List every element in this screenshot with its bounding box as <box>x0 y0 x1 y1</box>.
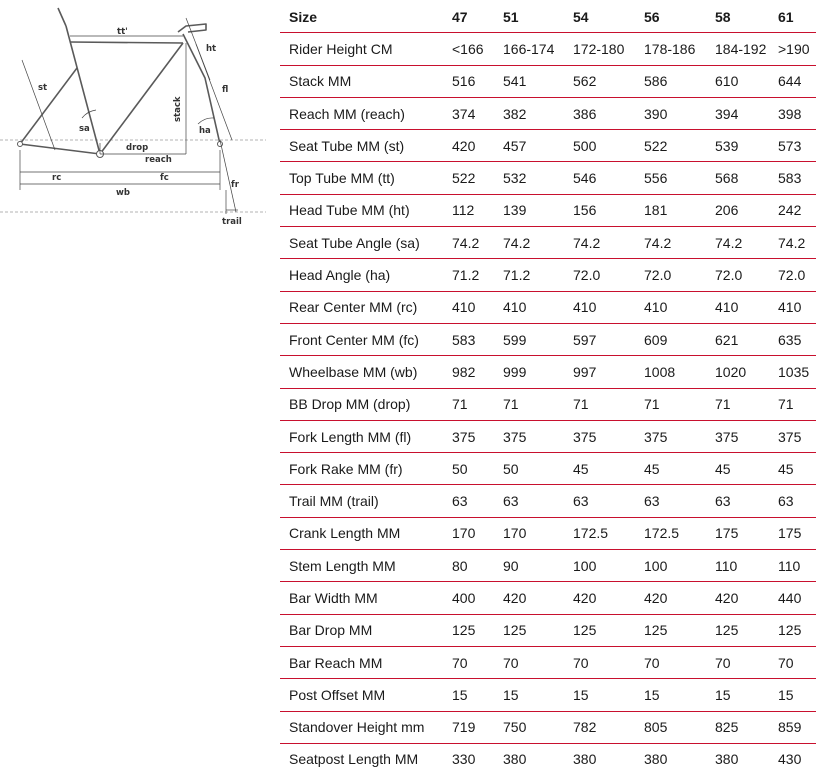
row-label: Seat Tube Angle (sa) <box>280 227 443 259</box>
diagram-label-reach: reach <box>145 155 172 165</box>
row-label: Front Center MM (fc) <box>280 323 443 355</box>
table-cell: 71 <box>769 388 816 420</box>
table-cell: 110 <box>706 550 769 582</box>
table-cell: 805 <box>635 711 706 743</box>
table-cell: 63 <box>564 485 635 517</box>
row-label: Seatpost Length MM <box>289 751 419 768</box>
table-row <box>280 453 816 485</box>
table-cell: 90 <box>494 550 564 582</box>
table-cell: 380 <box>715 751 739 768</box>
table-cell: 71 <box>706 388 769 420</box>
table-cell: 398 <box>769 97 816 129</box>
row-label: Rider Height CM <box>280 33 443 65</box>
row-label: Wheelbase MM (wb) <box>280 356 443 388</box>
header-size-61: 61 <box>769 1 816 33</box>
table-cell: 45 <box>706 453 769 485</box>
row-label: Fork Length MM (fl) <box>280 420 443 452</box>
table-cell: 175 <box>706 517 769 549</box>
table-cell: 63 <box>706 485 769 517</box>
table-cell: 380 <box>573 751 597 768</box>
header-size-51: 51 <box>494 1 564 33</box>
table-cell: 375 <box>494 420 564 452</box>
table-cell: 410 <box>494 291 564 323</box>
diagram-label-tt: tt' <box>117 27 128 37</box>
table-row <box>280 679 816 711</box>
table-cell: 420 <box>706 582 769 614</box>
diagram-label-fr: fr <box>231 180 239 190</box>
table-cell: 63 <box>494 485 564 517</box>
table-cell: 166-174 <box>494 33 564 65</box>
table-cell: 125 <box>635 614 706 646</box>
diagram-label-fc: fc <box>160 173 169 183</box>
table-cell: 539 <box>706 130 769 162</box>
row-label: Reach MM (reach) <box>280 97 443 129</box>
table-cell: 156 <box>564 194 635 226</box>
table-cell: 15 <box>635 679 706 711</box>
table-cell: 170 <box>494 517 564 549</box>
table-row <box>280 33 816 65</box>
row-label: Standover Height mm <box>280 711 443 743</box>
table-cell: 382 <box>494 97 564 129</box>
table-cell: 15 <box>564 679 635 711</box>
table-cell: 80 <box>443 550 494 582</box>
header-size-47: 47 <box>443 1 494 33</box>
table-cell: 50 <box>443 453 494 485</box>
table-cell: 175 <box>769 517 816 549</box>
table-cell: 63 <box>443 485 494 517</box>
table-cell: 242 <box>769 194 816 226</box>
table-row <box>280 711 816 743</box>
table-cell: 125 <box>443 614 494 646</box>
diagram-label-rc: rc <box>52 173 62 183</box>
header-size-54: 54 <box>564 1 635 33</box>
table-cell: 63 <box>769 485 816 517</box>
table-cell: 74.2 <box>443 227 494 259</box>
table-cell: 330 <box>452 751 476 768</box>
table-cell: 71.2 <box>494 259 564 291</box>
table-cell: 74.2 <box>494 227 564 259</box>
row-label: Stack MM <box>280 65 443 97</box>
row-label: Stem Length MM <box>280 550 443 582</box>
table-cell: 125 <box>494 614 564 646</box>
diagram-label-trail: trail <box>222 217 242 227</box>
diagram-label-st: st <box>38 83 48 93</box>
table-row <box>280 517 816 549</box>
table-cell: 172-180 <box>564 33 635 65</box>
table-cell: 170 <box>443 517 494 549</box>
table-cell: 172.5 <box>564 517 635 549</box>
table-cell: 110 <box>769 550 816 582</box>
table-cell: 644 <box>769 65 816 97</box>
table-cell: 583 <box>443 323 494 355</box>
table-cell: 599 <box>494 323 564 355</box>
table-cell: 609 <box>635 323 706 355</box>
frame-geometry-diagram <box>0 0 270 240</box>
row-label: Head Angle (ha) <box>280 259 443 291</box>
row-label: Rear Center MM (rc) <box>280 291 443 323</box>
table-cell: 400 <box>443 582 494 614</box>
table-cell: 172.5 <box>635 517 706 549</box>
row-label: BB Drop MM (drop) <box>280 388 443 420</box>
table-cell: 74.2 <box>564 227 635 259</box>
table-cell: 206 <box>706 194 769 226</box>
table-row <box>280 420 816 452</box>
table-cell: 532 <box>494 162 564 194</box>
table-cell: 457 <box>494 130 564 162</box>
row-label: Post Offset MM <box>280 679 443 711</box>
table-cell: 375 <box>564 420 635 452</box>
table-cell: 522 <box>635 130 706 162</box>
table-cell: 562 <box>564 65 635 97</box>
table-cell: 71.2 <box>443 259 494 291</box>
table-cell: 621 <box>706 323 769 355</box>
row-label: Crank Length MM <box>280 517 443 549</box>
table-row <box>280 194 816 226</box>
table-cell: 586 <box>635 65 706 97</box>
table-cell: 100 <box>635 550 706 582</box>
row-label: Seat Tube MM (st) <box>280 130 443 162</box>
table-row <box>280 582 816 614</box>
table-row <box>280 388 816 420</box>
table-cell: 997 <box>564 356 635 388</box>
table-row <box>280 259 816 291</box>
table-row <box>280 743 816 775</box>
table-cell: 71 <box>494 388 564 420</box>
table-row <box>280 130 816 162</box>
table-cell: 610 <box>706 65 769 97</box>
table-cell: 70 <box>494 646 564 678</box>
table-body <box>280 33 816 775</box>
row-label: Fork Rake MM (fr) <box>280 453 443 485</box>
table-cell: 556 <box>635 162 706 194</box>
table-cell: 112 <box>443 194 494 226</box>
table-row <box>280 356 816 388</box>
table-row <box>280 550 816 582</box>
table-cell: 430 <box>778 751 802 768</box>
table-cell: 750 <box>494 711 564 743</box>
table-cell: 420 <box>564 582 635 614</box>
table-cell: 72.0 <box>564 259 635 291</box>
row-label: Bar Drop MM <box>280 614 443 646</box>
table-cell: 15 <box>494 679 564 711</box>
row-label: Trail MM (trail) <box>280 485 443 517</box>
table-cell: 70 <box>769 646 816 678</box>
table-cell: 15 <box>769 679 816 711</box>
table-cell: 1008 <box>635 356 706 388</box>
table-cell: 45 <box>769 453 816 485</box>
table-row <box>280 614 816 646</box>
diagram-label-sa: sa <box>79 124 90 134</box>
diagram-label-wb: wb <box>116 188 130 198</box>
diagram-label-ha: ha <box>199 126 211 136</box>
table-cell: 375 <box>706 420 769 452</box>
table-cell: 982 <box>443 356 494 388</box>
table-cell: 45 <box>564 453 635 485</box>
table-cell: 420 <box>494 582 564 614</box>
table-cell: 583 <box>769 162 816 194</box>
row-label: Bar Reach MM <box>280 646 443 678</box>
table-cell: 70 <box>706 646 769 678</box>
table-row <box>280 323 816 355</box>
table-cell: 859 <box>769 711 816 743</box>
table-cell: 522 <box>443 162 494 194</box>
table-cell: 410 <box>564 291 635 323</box>
row-label: Bar Width MM <box>280 582 443 614</box>
table-cell: 125 <box>769 614 816 646</box>
table-cell: 597 <box>564 323 635 355</box>
header-size: Size <box>280 1 443 33</box>
table-cell: 184-192 <box>706 33 769 65</box>
diagram-label-stack: stack <box>173 96 183 122</box>
diagram-label-ht: ht <box>206 44 217 54</box>
table-cell: 374 <box>443 97 494 129</box>
table-cell: 500 <box>564 130 635 162</box>
table-cell: 1020 <box>706 356 769 388</box>
table-cell: 15 <box>706 679 769 711</box>
header-size-58: 58 <box>706 1 769 33</box>
table-row <box>280 227 816 259</box>
table-cell: 573 <box>769 130 816 162</box>
table-row <box>280 162 816 194</box>
table-cell: 1035 <box>769 356 816 388</box>
table-cell: 541 <box>494 65 564 97</box>
table-cell: 782 <box>564 711 635 743</box>
table-cell: 420 <box>635 582 706 614</box>
table-cell: 410 <box>706 291 769 323</box>
table-row <box>280 97 816 129</box>
table-cell: 71 <box>443 388 494 420</box>
table-cell: 125 <box>706 614 769 646</box>
table-cell: 178-186 <box>635 33 706 65</box>
table-row <box>280 485 816 517</box>
table-cell: 72.0 <box>769 259 816 291</box>
table-cell: 45 <box>635 453 706 485</box>
table-cell: 70 <box>443 646 494 678</box>
diagram-label-fl: fl <box>222 85 229 95</box>
table-row <box>280 646 816 678</box>
table-cell: 72.0 <box>706 259 769 291</box>
table-cell: 71 <box>635 388 706 420</box>
table-cell: 63 <box>635 485 706 517</box>
diagram-label-drop: drop <box>126 143 149 153</box>
table-cell: 139 <box>494 194 564 226</box>
table-cell: 74.2 <box>706 227 769 259</box>
table-cell: 394 <box>706 97 769 129</box>
table-cell: 516 <box>443 65 494 97</box>
table-row <box>280 65 816 97</box>
table-cell: <166 <box>443 33 494 65</box>
geometry-table <box>280 1 816 775</box>
row-label: Top Tube MM (tt) <box>280 162 443 194</box>
row-label: Head Tube MM (ht) <box>280 194 443 226</box>
table-cell: 410 <box>769 291 816 323</box>
table-cell: 375 <box>769 420 816 452</box>
table-cell: 999 <box>494 356 564 388</box>
table-header-row <box>280 1 816 33</box>
table-cell: 546 <box>564 162 635 194</box>
table-cell: >190 <box>769 33 816 65</box>
table-cell: 719 <box>443 711 494 743</box>
table-cell: 72.0 <box>635 259 706 291</box>
table-cell: 74.2 <box>635 227 706 259</box>
table-cell: 440 <box>769 582 816 614</box>
table-cell: 635 <box>769 323 816 355</box>
table-cell: 15 <box>443 679 494 711</box>
table-cell: 100 <box>564 550 635 582</box>
table-cell: 70 <box>564 646 635 678</box>
header-size-56: 56 <box>635 1 706 33</box>
table-cell: 386 <box>564 97 635 129</box>
table-cell: 410 <box>635 291 706 323</box>
table-cell: 410 <box>443 291 494 323</box>
table-cell: 380 <box>644 751 668 768</box>
table-cell: 74.2 <box>769 227 816 259</box>
table-cell: 390 <box>635 97 706 129</box>
table-cell: 70 <box>635 646 706 678</box>
table-cell: 568 <box>706 162 769 194</box>
table-cell: 375 <box>635 420 706 452</box>
table-cell: 420 <box>443 130 494 162</box>
table-cell: 125 <box>564 614 635 646</box>
table-cell: 50 <box>494 453 564 485</box>
table-cell: 380 <box>503 751 527 768</box>
table-cell: 375 <box>443 420 494 452</box>
table-cell: 181 <box>635 194 706 226</box>
table-cell: 71 <box>564 388 635 420</box>
table-row <box>280 291 816 323</box>
table-cell: 825 <box>706 711 769 743</box>
